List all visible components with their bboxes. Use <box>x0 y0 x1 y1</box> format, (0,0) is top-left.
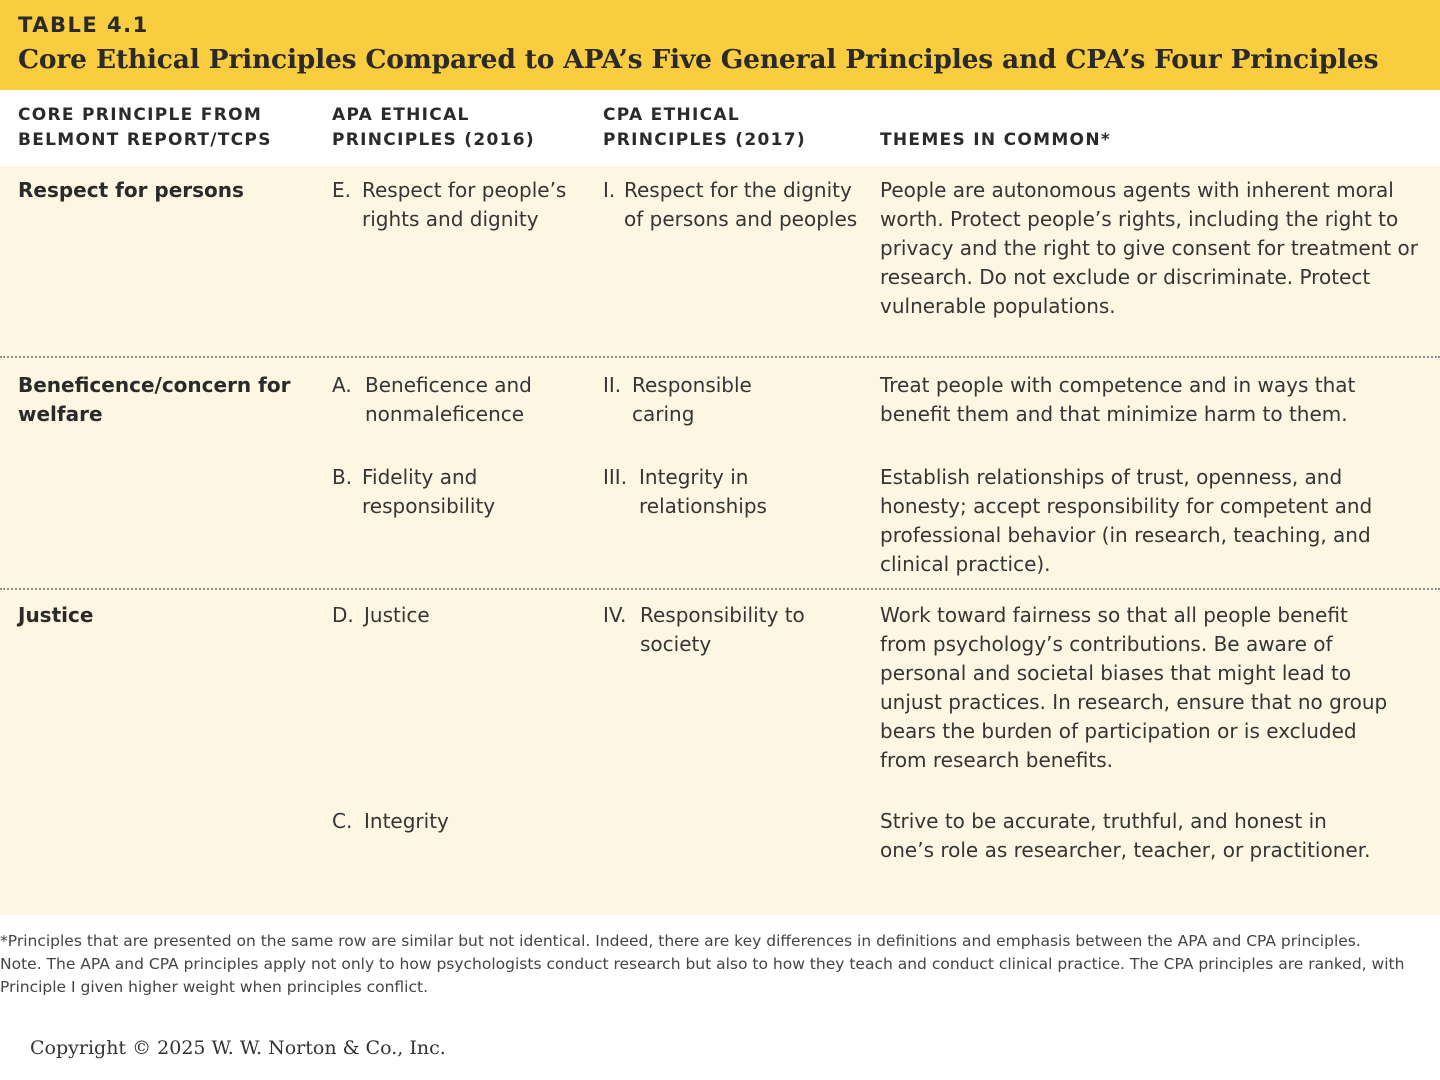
copyright-notice: Copyright © 2025 W. W. Norton & Co., Inc. <box>30 1037 446 1059</box>
apa-principle-text: Justice <box>364 603 430 627</box>
apa-principle-text: Integrity <box>364 809 449 833</box>
header-apa-principles: APA ETHICAL PRINCIPLES (2016) <box>332 105 535 150</box>
table-title: Core Ethical Principles Compared to APA’s Five General Principles and CPA’s Four Principles <box>18 44 1379 75</box>
asterisk-footnote: *Principles that are presented on the same row are similar but not identical. Indeed, there are key differences in definitions and emphasis between the APA and CPA principles. <box>0 932 1361 950</box>
themes-justice: Work toward fairness so that all people benefit from psychology’s contributions. Be aware of personal and societal biases that might lead to unjust practices. In research, ensure that no group bears the burden of participation or is excluded from research benefits. <box>880 603 1388 772</box>
cpa-principle-text: Respect for the dignity of persons and peoples <box>624 178 858 231</box>
themes-fidelity: Establish relationships of trust, openness, and honesty; accept responsibility for competent and professional behavior (in research, teaching, and clinical practice). <box>880 465 1373 576</box>
apa-principle-number: C. <box>332 809 353 833</box>
core-principle-justice: Justice <box>18 603 94 627</box>
apa-principle-text: Fidelity and responsibility <box>362 465 496 518</box>
cpa-principle-iii <box>603 463 858 521</box>
row-divider <box>0 356 1440 358</box>
header-core-principle: CORE PRINCIPLE FROM BELMONT REPORT/TCPS <box>18 105 272 150</box>
apa-principle-b <box>332 463 572 521</box>
apa-principle-a <box>332 371 577 429</box>
apa-principle-number: B. <box>332 465 353 489</box>
apa-principle-c <box>332 807 572 836</box>
apa-principle-number: A. <box>332 373 352 397</box>
cpa-principle-text: Responsibility to society <box>640 603 805 656</box>
cpa-principle-iv <box>603 601 858 659</box>
column-header-row <box>0 90 1440 166</box>
cpa-principle-text: Responsible caring <box>632 373 752 426</box>
cpa-principle-number: IV. <box>603 603 627 627</box>
apa-principle-e <box>332 176 572 234</box>
apa-principle-d <box>332 601 572 630</box>
title-banner <box>0 0 1440 90</box>
apa-principle-number: E. <box>332 178 351 202</box>
cpa-principle-ii <box>603 371 858 429</box>
core-principle-respect: Respect for persons <box>18 178 244 202</box>
core-principle-beneficence: Beneficence/concern for welfare <box>18 373 291 426</box>
cpa-principle-number: II. <box>603 373 622 397</box>
apa-principle-text: Beneficence and nonmaleficence <box>365 373 532 426</box>
themes-respect: People are autonomous agents with inherent moral worth. Protect people’s rights, including the right to privacy and the right to give consent for treatment or research. Do not exclude or discriminate. Protect vulnerable populations. <box>880 178 1418 318</box>
cpa-principle-i <box>603 176 858 234</box>
apa-principle-number: D. <box>332 603 354 627</box>
row-divider <box>0 588 1440 590</box>
themes-integrity: Strive to be accurate, truthful, and honest in one’s role as researcher, teacher, or practitioner. <box>880 809 1371 862</box>
header-cpa-principles: CPA ETHICAL PRINCIPLES (2017) <box>603 105 806 150</box>
themes-beneficence: Treat people with competence and in ways that benefit them and that minimize harm to them. <box>880 373 1356 426</box>
apa-principle-text: Respect for people’s rights and dignity <box>362 178 567 231</box>
table-footnotes <box>0 930 1436 999</box>
note-footnote: Note. The APA and CPA principles apply not only to how psychologists conduct research but also to how they teach and conduct clinical practice. The CPA principles are ranked, with Principle I given higher weight when principles conflict. <box>0 955 1405 996</box>
table-label: TABLE 4.1 <box>18 13 149 37</box>
cpa-principle-number: III. <box>603 465 628 489</box>
cpa-principle-text: Integrity in relationships <box>639 465 767 518</box>
cpa-principle-number: I. <box>603 178 616 202</box>
header-themes-in-common: THEMES IN COMMON* <box>880 130 1112 150</box>
